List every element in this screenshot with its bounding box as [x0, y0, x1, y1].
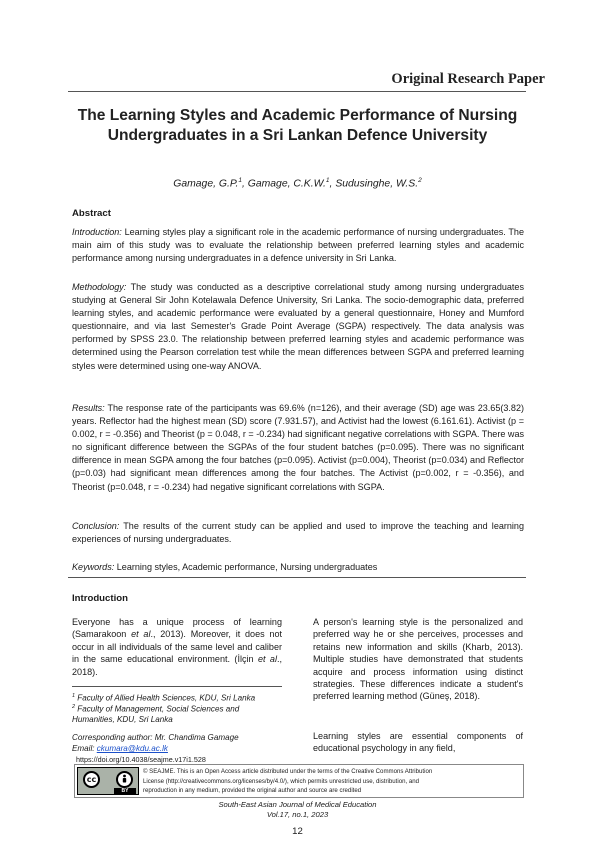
section-text: The study was conducted as a descriptive correlational study among nursing undergraduates studying at General Sir John Kotelawala Defence University, Sri Lanka. The socio-demographic data, preferred learning styles, and academic performance were evaluated by a general questionnaire, Honey and Mumford questionnaire, and via last Semester's Grade Point Average (SGPA) respectively. The data analysis was performed by SPSS 23.0. The relationship between preferred learning styles and academic performance was determined using the Pearson correlation test while the mean differences between SGPA and preferred learning styles were determined using one-way ANOVA. [72, 282, 524, 371]
license-text [143, 767, 521, 796]
abstract-introduction [72, 226, 524, 265]
author-name: Gamage, G.P. [173, 178, 239, 190]
journal-volume: Vol.17, no.1, 2023 [266, 810, 329, 819]
journal-name: South-East Asian Journal of Medical Education [218, 800, 377, 809]
text-run: Everyone has a unique process of learning (Samarakoon [72, 617, 282, 640]
author-separator: , [329, 178, 336, 190]
doi-link[interactable]: https://doi.org/10.4038/seajme.v17i1.528 [76, 755, 206, 764]
author-affiliation-mark: 2 [418, 177, 422, 184]
section-text: The results of the current study can be applied and used to improve the teaching and learning experiences of nursing undergraduates. [72, 521, 524, 545]
cc-icon: cc [83, 771, 100, 788]
paper-title: The Learning Styles and Academic Performance of Nursing Undergraduates in a Sri Lankan Defence University [77, 107, 518, 144]
text-run: ., 2013). Moreover, it does not occur in all individuals of the same level and caliber in the same educational environment. (İlçin [72, 629, 282, 665]
section-text: Learning styles play a significant role in the academic performance of nursing undergraduates. The main aim of this study was to evaluate the relationship between preferred learning styles and academic performance among nursing undergraduates in a defence university in Sri Lanka. [72, 227, 524, 264]
section-label: Introduction: [72, 227, 122, 237]
footnote-affiliation-2 [72, 702, 282, 726]
text-run: ., 2018). [72, 654, 282, 677]
footnote-mark: 2 [72, 704, 76, 710]
license-line: © SEAJME. This is an Open Access article distributed under the terms of the Creative Commons Attribution [143, 768, 433, 775]
person-icon [116, 771, 133, 788]
intro-right-paragraph-2: Learning styles are essential components of educational psychology in any field, [313, 731, 523, 754]
page-number: 12 [292, 826, 303, 837]
author-email [72, 744, 282, 755]
abstract-keywords [72, 561, 524, 574]
section-label: Methodology: [72, 282, 127, 292]
author-separator: , [241, 178, 248, 190]
text-run-italic: et al [131, 629, 151, 640]
author-name: Gamage, C.K.W. [247, 178, 326, 190]
abstract-results [72, 402, 524, 494]
abstract-methodology [72, 281, 524, 373]
abstract-conclusion [72, 520, 524, 546]
creative-commons-logo[interactable] [77, 767, 139, 795]
text-run-italic: et al [257, 654, 277, 665]
footnote-text: Faculty of Management, Social Sciences and Humanities, KDU, Sri Lanka [72, 704, 240, 725]
corresponding-author: Corresponding author: Mr. Chandima Gamage [72, 733, 239, 742]
header-rule [68, 91, 526, 92]
author-affiliation-mark: 1 [238, 177, 242, 184]
intro-right-paragraph: A person's learning style is the personalized and preferred way he or she perceives, processes and retains new information and skills (Kharb, 2013). Multiple studies have demonstrated that students acquire and process information using distinct strategies. These differences indicate a student's preferred learning method (Güneş, 2018). [313, 617, 523, 702]
paper-type-label: Original Research Paper [391, 71, 545, 87]
license-by-label: BY [114, 788, 136, 794]
author-name: Sudusinghe, W.S. [335, 178, 419, 190]
abstract-rule [68, 577, 526, 578]
introduction-heading: Introduction [72, 593, 128, 604]
footnote-text: Faculty of Allied Health Sciences, KDU, Sri Lanka [75, 693, 256, 703]
journal-footer [0, 800, 595, 820]
footnote-rule [72, 686, 282, 687]
author-list [70, 177, 525, 189]
author-affiliation-mark: 1 [325, 177, 330, 184]
email-label: Email: [72, 744, 97, 753]
section-text: Learning styles, Academic performance, Nursing undergraduates [114, 562, 378, 572]
license-box [74, 764, 524, 798]
section-text: The response rate of the participants was 69.6% (n=126), and their average (SD) age was 23.65(3.82) years. Reflector had the highest mean (SD) score (7.931.57), and Activist had the lowest (6.161.61). Activist (p = 0.002, r = -0.356) and Theorist (p = 0.048, r = -0.234) had significant negative correlations with SGPA. There was no significant difference between the SGPAs of the four student batches (p=0.095). There was no significant difference in mean SGPA among the four batches (p=0.095). Activist (p=0.004), Theorist (p=0.034) and Reflector (p=0.03) had significant mean differences among the four batches. The Activist (p=0.002, r = -0.356), and Theorist (p=0.048, r = -0.234) had negative significant correlations with SGPA. [72, 403, 524, 492]
footnote-mark: 1 [72, 693, 76, 699]
section-label: Keywords: [72, 562, 115, 572]
intro-left-paragraph [72, 616, 282, 678]
abstract-heading: Abstract [72, 208, 111, 219]
license-line: reproduction in any medium, provided the original author and source are credited [143, 787, 362, 795]
email-link[interactable]: ckumara@kdu.ac.lk [96, 744, 168, 753]
section-label: Results: [72, 403, 105, 413]
license-line: License (http://creativecommons.org/licenses/by/4.0/), which permits unrestricted use, distribution, and [143, 777, 420, 785]
section-label: Conclusion: [72, 521, 120, 531]
